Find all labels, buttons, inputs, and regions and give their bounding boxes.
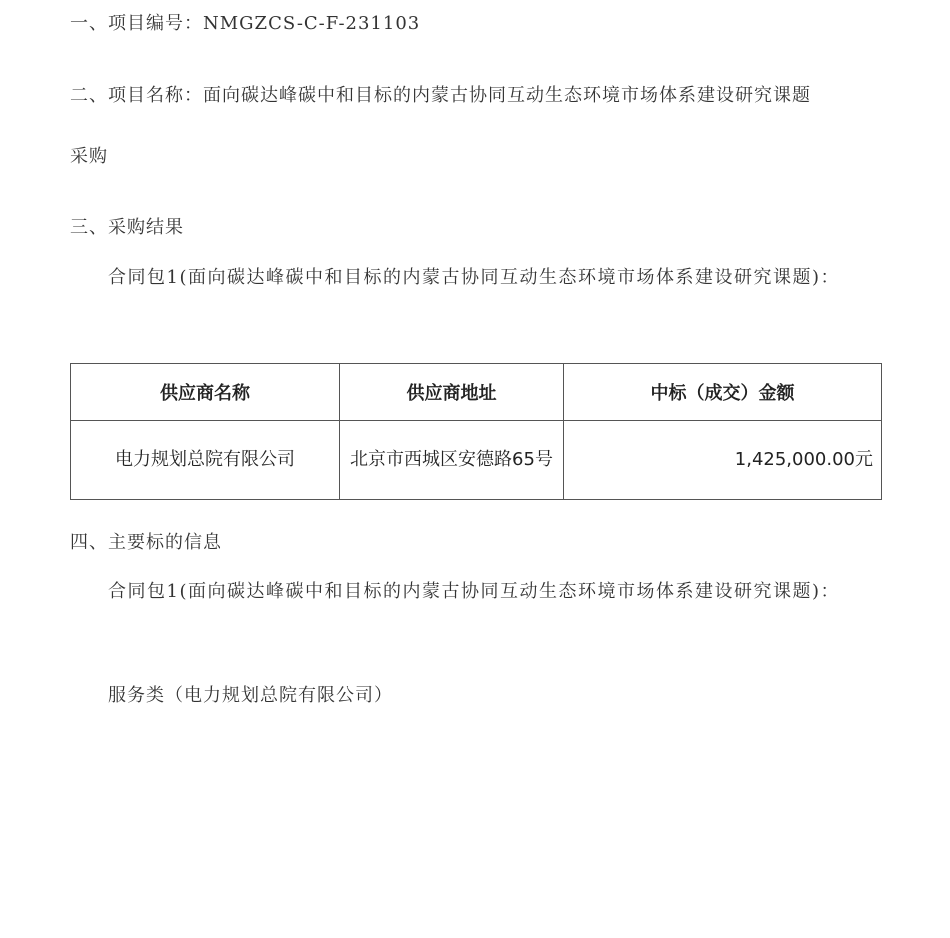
service-category-line: 服务类（电力规划总院有限公司） — [108, 685, 393, 706]
project-name: 二、项目名称：面向碳达峰碳中和目标的内蒙古协同互动生态环境市场体系建设研究课题 — [70, 85, 811, 106]
result-table — [70, 363, 882, 500]
table-row — [71, 421, 882, 500]
table-header-row — [71, 364, 882, 421]
cell-supplier-name: 电力规划总院有限公司 — [71, 421, 340, 500]
section-results-package: 合同包1(面向碳达峰碳中和目标的内蒙古协同互动生态环境市场体系建设研究课题)： — [108, 267, 840, 288]
section-title-results: 三、采购结果 — [70, 217, 184, 238]
header-supplier-name: 供应商名称 — [71, 364, 340, 421]
cell-winning-amount: 1,425,000.00元 — [564, 421, 882, 500]
section-title-main-items: 四、主要标的信息 — [70, 532, 222, 553]
project-number: 一、项目编号：NMGZCS-C-F-231103 — [70, 13, 421, 34]
header-supplier-address: 供应商地址 — [340, 364, 564, 421]
section-main-items-package: 合同包1(面向碳达峰碳中和目标的内蒙古协同互动生态环境市场体系建设研究课题)： — [108, 581, 840, 602]
project-name-continuation: 采购 — [70, 146, 108, 167]
header-winning-amount: 中标（成交）金额 — [564, 364, 882, 421]
cell-supplier-address: 北京市西城区安德路65号 — [340, 421, 564, 500]
